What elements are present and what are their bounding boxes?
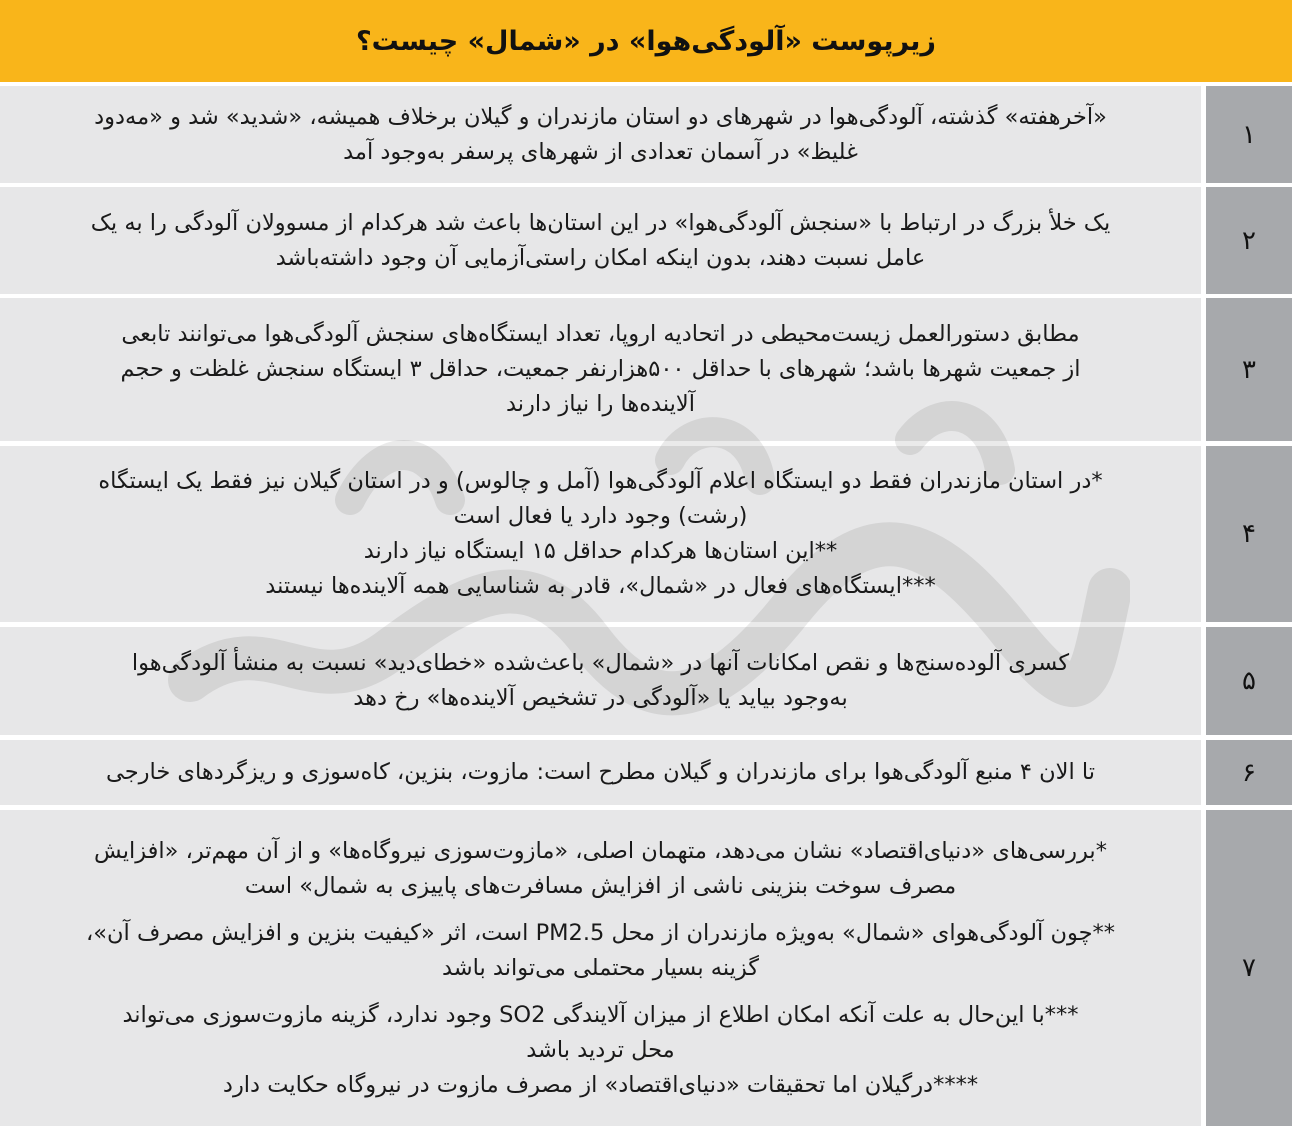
table-row-3 <box>0 298 1292 441</box>
row-text-line: ***با این‌حال به علت آنکه امکان اطلاع از میزان آلایندگی SO2 وجود ندارد، گزینه مازوت‌سوزی می‌تواند <box>122 1001 1079 1028</box>
row-text-line: گزینه بسیار محتملی می‌تواند باشد <box>441 954 760 981</box>
table-title: زیرپوست «آلودگی‌هوا» در «شمال» چیست؟ <box>356 25 936 57</box>
row-text <box>0 86 1201 183</box>
row-text-line: کسری آلوده‌سنج‌ها و نقص امکانات آنها در «شمال» باعث‌شده «خطای‌دید» نسبت به منشأ آلودگی‌هوا <box>131 650 1070 676</box>
row-text <box>0 446 1201 622</box>
row-text-line: **این استان‌ها هرکدام حداقل ۱۵ ایستگاه نیاز دارند <box>363 538 838 564</box>
row-text-line: *در استان مازندران فقط دو ایستگاه اعلام آلودگی‌هوا (آمل و چالوس) و در استان گیلان نیز فقط یک ایستگاه <box>98 468 1103 494</box>
row-text-line: عامل نسبت دهند، بدون اینکه امکان راستی‌آزمایی آن وجود داشته‌باشد <box>275 244 926 271</box>
row-text-line: *بررسی‌های «دنیای‌اقتصاد» نشان می‌دهد، متهمان اصلی، «مازوت‌سوزی نیروگاه‌ها» و از آن مهم‌تر، «افزایش <box>94 837 1107 864</box>
table-row-7 <box>0 810 1292 1126</box>
row-number: ۳ <box>1206 298 1292 441</box>
table-row-2 <box>0 187 1292 294</box>
row-text-line: از جمعیت شهرها باشد؛ شهرهای با حداقل ۵۰۰هزارنفر جمعیت، حداقل ۳ ایستگاه سنجش غلظت و حجم <box>120 356 1081 382</box>
row-text <box>0 298 1201 441</box>
row-text-line: به‌وجود بیاید یا «آلودگی در تشخیص آلاینده‌ها» رخ دهد <box>353 685 848 711</box>
row-text-line: «آخرهفته» گذشته، آلودگی‌هوا در شهرهای دو استان مازندران و گیلان برخلاف همیشه، «شدید» شد و «مه‌دود <box>94 103 1107 130</box>
row-text-line: (رشت) وجود دارد یا فعال است <box>453 503 748 529</box>
row-number: ۵ <box>1206 627 1292 735</box>
row-text-line: غلیظ» در آسمان تعدادی از شهرهای پرسفر به‌وجود آمد <box>343 138 858 165</box>
row-text-line: آلاینده‌ها را نیاز دارند <box>505 391 695 417</box>
row-number: ۱ <box>1206 86 1292 183</box>
table-row-1 <box>0 86 1292 183</box>
table-row-6 <box>0 740 1292 805</box>
row-text-line: یک خلأ بزرگ در ارتباط با «سنجش آلودگی‌هوا» در این استان‌ها باعث شد هرکدام از مسوولان آلودگی را به یک <box>90 209 1111 236</box>
row-number: ۴ <box>1206 446 1292 622</box>
row-number: ۲ <box>1206 187 1292 294</box>
row-number: ۶ <box>1206 740 1292 805</box>
row-text-line: محل تردید باشد <box>526 1036 675 1063</box>
row-text <box>0 740 1201 805</box>
row-text-line: **چون آلودگی‌هوای «شمال» به‌ویژه مازندران از محل PM2.5 است، اثر «کیفیت بنزین و افزایش مصرف آن»، <box>85 919 1115 946</box>
table-row-5 <box>0 627 1292 735</box>
row-number: ۷ <box>1206 810 1292 1126</box>
row-text <box>0 627 1201 735</box>
row-text-line: ****درگیلان اما تحقیقات «دنیای‌اقتصاد» از مصرف مازوت در نیروگاه حکایت دارد <box>222 1071 979 1098</box>
row-text-line: مصرف سوخت بنزینی ناشی از افزایش مسافرت‌های پاییزی به شمال» است <box>244 872 957 899</box>
row-text-line: مطابق دستورالعمل زیست‌محیطی در اتحادیه اروپا، تعداد ایستگاه‌های سنجش آلودگی‌هوا می‌توانند تابعی <box>121 321 1080 347</box>
table-row-4 <box>0 446 1292 622</box>
row-text-line: تا الان ۴ منبع آلودگی‌هوا برای مازندران و گیلان مطرح است: مازوت، بنزین، کاه‌سوزی و ریزگردهای خارجی <box>105 759 1096 785</box>
row-text <box>0 187 1201 294</box>
table-header <box>0 0 1292 82</box>
row-text-line: ***ایستگاه‌های فعال در «شمال»، قادر به شناسایی همه آلاینده‌ها نیستند <box>265 573 936 599</box>
row-text <box>0 810 1201 1126</box>
